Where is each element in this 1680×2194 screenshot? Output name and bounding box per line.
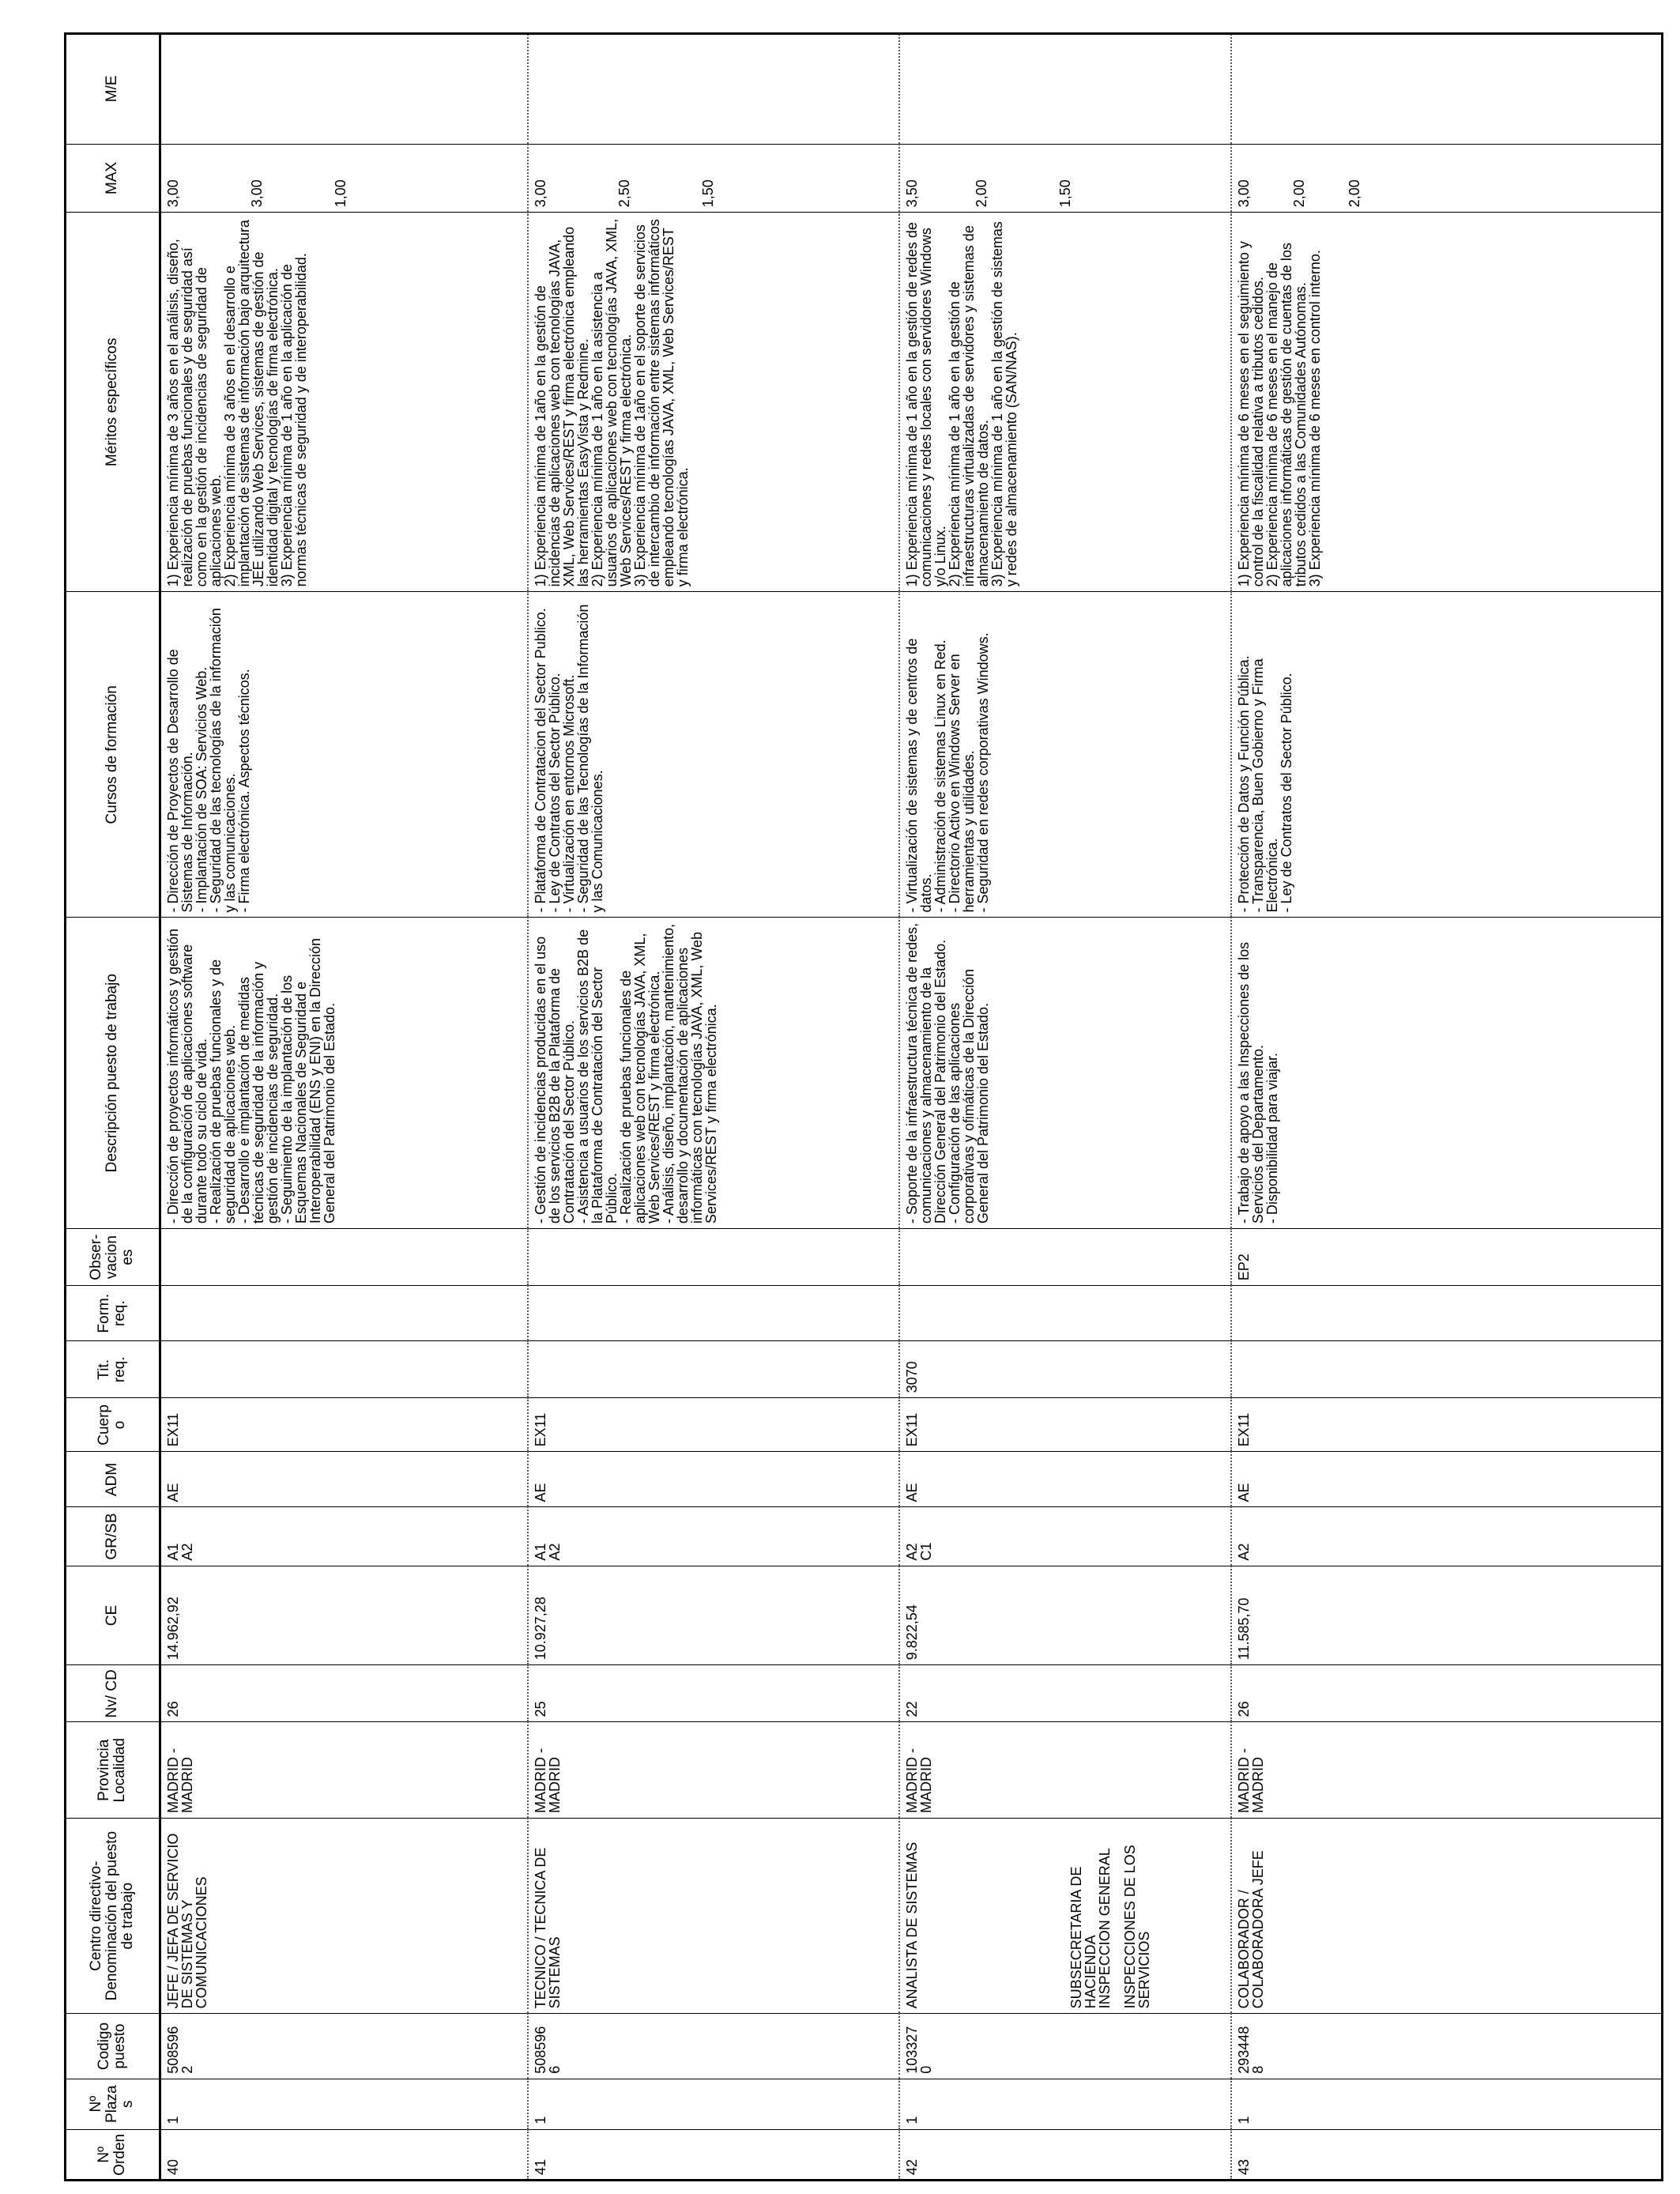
cell-cuerpo: EX11 (528, 1398, 899, 1452)
cell-nivel: 25 (528, 1665, 899, 1722)
cell-plazas: 1 (528, 2079, 899, 2129)
cell-adm: AE (160, 1452, 528, 1507)
cell-formacion (528, 1286, 899, 1341)
header-centro: Centro directivo- Denominación del puesto de trabajo (66, 1819, 160, 2014)
cell-centro (528, 1819, 899, 2014)
header-observaciones: Obser- vaciones (66, 1229, 160, 1286)
header-nivel: Nv/ CD (66, 1665, 160, 1722)
cell-max (899, 144, 1231, 213)
cell-provincia: MADRID - MADRID (528, 1722, 899, 1819)
cell-titulacion (528, 1341, 899, 1398)
cell-nivel: 26 (160, 1665, 528, 1722)
max-score: 2,00 (1346, 179, 1362, 208)
cell-cursos: - Plataforma de Contratacion del Sector Publico. - Ley de Contratos del Sector Público. - Virtualización en entornos Microsoft. - Seguridad de las Tecnologías de la Información y las Comunicaciones. (528, 592, 899, 918)
cell-formacion (160, 1286, 528, 1341)
cell-adm: AE (528, 1452, 899, 1507)
cell-centro (1231, 1819, 1663, 2014)
cell-formacion (899, 1286, 1231, 1341)
max-score: 3,00 (532, 179, 548, 208)
merit-item: 3) Experiencia mínima de 1 año en la gestión de sistemas y redes de almacenamiento (SAN/NAS). (989, 221, 1019, 587)
cell-centro (899, 1819, 1231, 2014)
cell-plazas: 1 (899, 2079, 1231, 2129)
cell-meritos (1231, 213, 1663, 592)
max-score: 2,00 (973, 179, 989, 208)
cell-provincia: MADRID - MADRID (160, 1722, 528, 1819)
header-adm: ADM (66, 1452, 160, 1507)
cell-orden: 42 (899, 2129, 1231, 2180)
max-score: 3,50 (903, 179, 920, 208)
cell-codigo: 1033270 (899, 2014, 1231, 2079)
cell-cuerpo: EX11 (160, 1398, 528, 1452)
merit-item: 3) Experiencia mínima de 1 año en la aplicación de normas técnicas de seguridad y de interoperabilidad. (279, 253, 309, 587)
centro-directivo-heading: SUBSECRETARIA DE HACIENDA INSPECCION GENERAL (1068, 1848, 1113, 2009)
cell-descripcion: - Gestión de incidencias producidas en el uso de los servicios B2B de la Plataforma de Contratación del Sector Público. - Asistencia a usuarios de los servicios B2B de la Plataforma de Contratación del Sector Público. - Realización de pruebas funcionales de aplicaciones web con tecnologías JAVA, XML, Web Services/REST y firma electrónica. - Análisis, diseño, implantación, mantenimiento, desarrollo y documentación de aplicaciones informáticas con tecnologías JAVA, XML, Web Services/REST y firma electrónica. (528, 918, 899, 1229)
cell-ce: 10.927,28 (528, 1566, 899, 1665)
max-score: 3,00 (1235, 179, 1252, 208)
cell-me (528, 34, 899, 144)
header-titulacion: Tit. req. (66, 1341, 160, 1398)
table-row (1231, 34, 1663, 2180)
cell-cuerpo: EX11 (899, 1398, 1231, 1452)
cell-codigo: 5085962 (160, 2014, 528, 2079)
table-row (160, 34, 528, 2180)
cell-ce: 9.822,54 (899, 1566, 1231, 1665)
cell-grupo: A2 C1 (899, 1507, 1231, 1566)
cell-orden: 43 (1231, 2129, 1663, 2180)
header-plazas: Nº Plazas (66, 2079, 160, 2129)
max-score: 1,00 (333, 179, 348, 208)
max-score: 1,50 (1057, 179, 1073, 208)
header-provincia: Provincia Localidad (66, 1722, 160, 1819)
cell-cuerpo: EX11 (1231, 1398, 1663, 1452)
cell-meritos (528, 213, 899, 592)
merit-item: 3) Experiencia mínima de 1año en el soporte de servicios de intercambio de información entre sistemas informáticos empleando tecnologías JAVA, XML, Web Services/REST y firma electrónica. (631, 219, 691, 587)
merit-item: 3) Experiencia mínima de 6 meses en control interno. (1306, 250, 1323, 587)
cell-observaciones (160, 1229, 528, 1286)
max-score: 2,50 (616, 179, 632, 208)
header-grupo: GR/SB (66, 1507, 160, 1566)
job-positions-table (66, 34, 1662, 2180)
max-score: 3,00 (165, 179, 181, 208)
merit-item: 1) Experiencia mínima de 1 año en la gestión de redes de comunicaciones y redes locales con servidores Windows y/o Linux. (903, 222, 948, 587)
cell-provincia: MADRID - MADRID (899, 1722, 1231, 1819)
cell-max (528, 144, 899, 213)
header-cursos: Cursos de formación (66, 592, 160, 918)
cell-max (1231, 144, 1663, 213)
cell-meritos (899, 213, 1231, 592)
table-row (528, 34, 899, 2180)
header-codigo: Codigo puesto (66, 2014, 160, 2079)
rotated-document-sheet (66, 34, 1662, 2180)
cell-grupo: A1 A2 (160, 1507, 528, 1566)
cell-grupo: A2 (1231, 1507, 1663, 1566)
centro-title: COLABORADOR / COLABORADORA JEFE (1235, 1850, 1266, 2009)
header-formacion: Form. req. (66, 1286, 160, 1341)
header-me: M/E (66, 34, 160, 144)
cell-ce: 11.585,70 (1231, 1566, 1663, 1665)
cell-orden: 40 (160, 2129, 528, 2180)
cell-codigo: 2934488 (1231, 2014, 1663, 2079)
centro-title: ANALISTA DE SISTEMAS (903, 1842, 920, 2009)
cell-me (899, 34, 1231, 144)
merit-item: 2) Experiencia mínima de 1 año en la gestión de infraestructuras virtualizadas de servidores y sistemas de almacenamiento de datos. (946, 225, 991, 587)
cell-provincia: MADRID - MADRID (1231, 1722, 1663, 1819)
header-max: MAX (66, 144, 160, 213)
cell-adm: AE (899, 1452, 1231, 1507)
cell-plazas: 1 (160, 2079, 528, 2129)
cell-grupo: A1 A2 (528, 1507, 899, 1566)
centro-title: JEFE / JEFA DE SERVICIO DE SISTEMAS Y COMUNICACIONES (165, 1833, 209, 2009)
cell-max (160, 144, 528, 213)
cell-formacion (1231, 1286, 1663, 1341)
cell-observaciones (528, 1229, 899, 1286)
merit-item: 2) Experiencia mínima de 1 año en la asistencia a usuarios de aplicaciones web con tecnologías JAVA, XML, Web Services/REST y firma electrónica. (589, 218, 634, 587)
cell-descripcion: - Dirección de proyectos informáticos y gestión de la configuración de aplicaciones software durante todo su ciclo de vida. - Realización de pruebas funcionales y de seguridad de aplicaciones web. - Desarrollo e implantación de medidas técnicas de seguridad de la información y gestión de incidencias de seguridad. - Seguimiento de la implantación de los Esquemas Nacionales de Seguridad e Interoperabilidad (ENS y ENI) en la Dirección General del Patrimonio del Estado. (160, 918, 528, 1229)
header-descripcion: Descripción puesto de trabajo (66, 918, 160, 1229)
table-header-row (66, 34, 160, 2180)
cell-titulacion (1231, 1341, 1663, 1398)
centro-directivo-subheading: INSPECCIONES DE LOS SERVICIOS (1121, 1845, 1152, 2009)
cell-cursos: - Dirección de Proyectos de Desarrollo de Sistemas de Información. - Implantación de SOA: Servicios Web. - Seguridad de las tecnologías de la información y las comunicaciones. - Firma electrónica. Aspectos técnicos. (160, 592, 528, 918)
max-score: 3,00 (249, 179, 265, 208)
cell-ce: 14.962,92 (160, 1566, 528, 1665)
cell-observaciones: EP2 (1231, 1229, 1663, 1286)
cell-nivel: 22 (899, 1665, 1231, 1722)
table-row (899, 34, 1231, 2180)
cell-codigo: 5085966 (528, 2014, 899, 2079)
cell-adm: AE (1231, 1452, 1663, 1507)
cell-cursos: - Protección de Datos y Función Pública. - Transparencia, Buen Gobierno y Firma Electrónica. - Ley de Contratos del Sector Público. (1231, 592, 1663, 918)
centro-title: TECNICO / TECNICA DE SISTEMAS (532, 1847, 563, 2009)
cell-titulacion (160, 1341, 528, 1398)
cell-centro (160, 1819, 528, 2014)
cell-plazas: 1 (1231, 2079, 1663, 2129)
header-meritos: Méritos específicos (66, 213, 160, 592)
cell-meritos (160, 213, 528, 592)
cell-descripcion: - Soporte de la infraestructura técnica de redes, comunicaciones y almacenamiento de la Dirección General del Patrimonio del Estado. - Configuración de las aplicaciones corporativas y ofimáticas de la Dirección General del Patrimonio del Estado. (899, 918, 1231, 1229)
merit-item: 1) Experiencia mínima de 1año en la gestión de incidencias de aplicaciones web con tecnologías JAVA, XML, Web Services/REST y firma electrónica empleando las herramientas EasyVista y Redmine. (532, 226, 591, 587)
cell-me (160, 34, 528, 144)
cell-nivel: 26 (1231, 1665, 1663, 1722)
max-score: 2,00 (1290, 179, 1307, 208)
header-cuerpo: Cuerpo (66, 1398, 160, 1452)
cell-me (1231, 34, 1663, 144)
max-score: 1,50 (699, 179, 716, 208)
header-ce: CE (66, 1566, 160, 1665)
cell-cursos: - Virtualización de sistemas y de centros de datos. - Administración de sistemas Linux en Red. - Directorio Activo en Windows Server en herramientas y utilidades. - Seguridad en redes corporativas Windows. (899, 592, 1231, 918)
cell-descripcion: - Trabajo de apoyo a las Inspecciones de los Servicios del Departamento. - Disponibilidad para viajar. (1231, 918, 1663, 1229)
cell-titulacion: 3070 (899, 1341, 1231, 1398)
merit-item: 1) Experiencia mínima de 6 meses en el seguimiento y control de la fiscalidad relativa a tributos cedidos. (1235, 241, 1266, 587)
merit-item: 1) Experiencia mínima de 3 años en el análisis, diseño, realización de pruebas funcionales y de seguridad así como en la gestión de incidencias de seguridad de aplicaciones web. (165, 239, 224, 587)
cell-observaciones (899, 1229, 1231, 1286)
merit-item: 2) Experiencia mínima de 6 meses en el manejo de aplicaciones informáticas de gestión de cuentas de los tributos cedidos a las Comunidades Autónomas. (1264, 243, 1309, 587)
cell-orden: 41 (528, 2129, 899, 2180)
header-orden: Nº Orden (66, 2129, 160, 2180)
merit-item: 2) Experiencia mínima de 3 años en el desarrollo e implantación de sistemas de información bajo arquitectura JEE utilizando Web Services, sistemas de gestión de identidad digital y tecnologías de firma electrónica. (222, 220, 281, 587)
